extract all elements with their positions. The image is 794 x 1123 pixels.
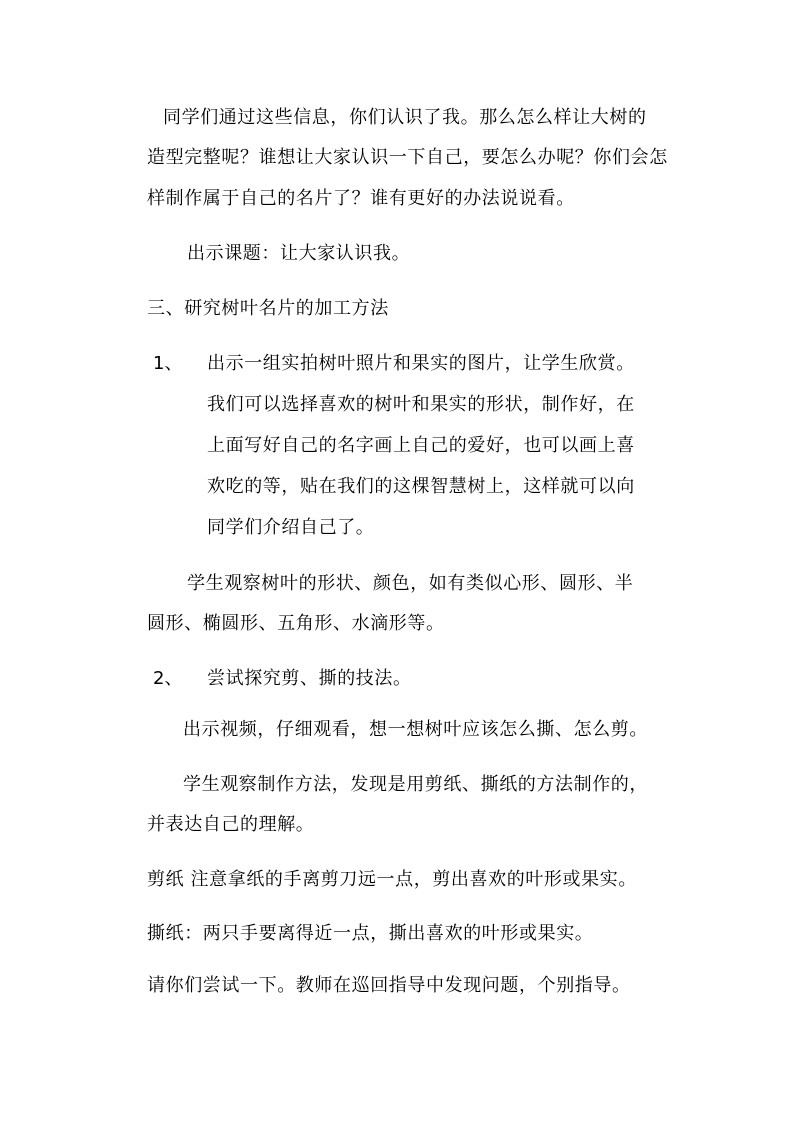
paragraph-intro-line-2: 造型完整呢？谁想让大家认识一下自己，要怎么办呢？你们会怎 <box>147 147 668 168</box>
tear-line: 撕纸：两只手要离得近一点，撕出喜欢的叶形或果实。 <box>147 923 594 944</box>
try-line: 请你们尝试一下。教师在巡回指导中发现问题，个别指导。 <box>147 975 631 996</box>
list-number-1: 1、 <box>153 353 183 374</box>
method-line-2: 并表达自己的理解。 <box>147 814 315 835</box>
list-item-2-line-1: 尝试探究剪、撕的技法。 <box>207 668 412 689</box>
paragraph-intro-line-1: 同学们通过这些信息，你们认识了我。那么怎么样让大树的 <box>163 107 647 128</box>
method-line-1: 学生观察制作方法，发现是用剪纸、撕纸的方法制作的， <box>183 774 648 795</box>
list-item-1-line-5: 同学们介绍自己了。 <box>207 517 375 538</box>
topic-line: 出示课题：让大家认识我。 <box>187 243 411 264</box>
video-line: 出示视频，仔细观看，想一想树叶应该怎么撕、怎么剪。 <box>183 719 648 740</box>
list-item-1-line-2: 我们可以选择喜欢的树叶和果实的形状，制作好，在 <box>207 394 635 415</box>
section-heading: 三、研究树叶名片的加工方法 <box>147 298 389 319</box>
list-item-1-line-4: 欢吃的等，贴在我们的这棵智慧树上，这样就可以向 <box>207 476 635 497</box>
list-number-2: 2、 <box>153 668 183 689</box>
cut-line: 剪纸 注意拿纸的手离剪刀远一点，剪出喜欢的叶形或果实。 <box>147 869 637 890</box>
paragraph-intro-line-3: 样制作属于自己的名片了？谁有更好的办法说说看。 <box>147 188 575 209</box>
list-item-1-line-1: 出示一组实拍树叶照片和果实的图片，让学生欣赏。 <box>207 353 635 374</box>
list-item-1-line-3: 上面写好自己的名字画上自己的爱好，也可以画上喜 <box>207 435 635 456</box>
observe-line-1: 学生观察树叶的形状、颜色，如有类似心形、圆形、半 <box>187 573 634 594</box>
observe-line-2: 圆形、椭圆形、五角形、水滴形等。 <box>147 613 445 634</box>
